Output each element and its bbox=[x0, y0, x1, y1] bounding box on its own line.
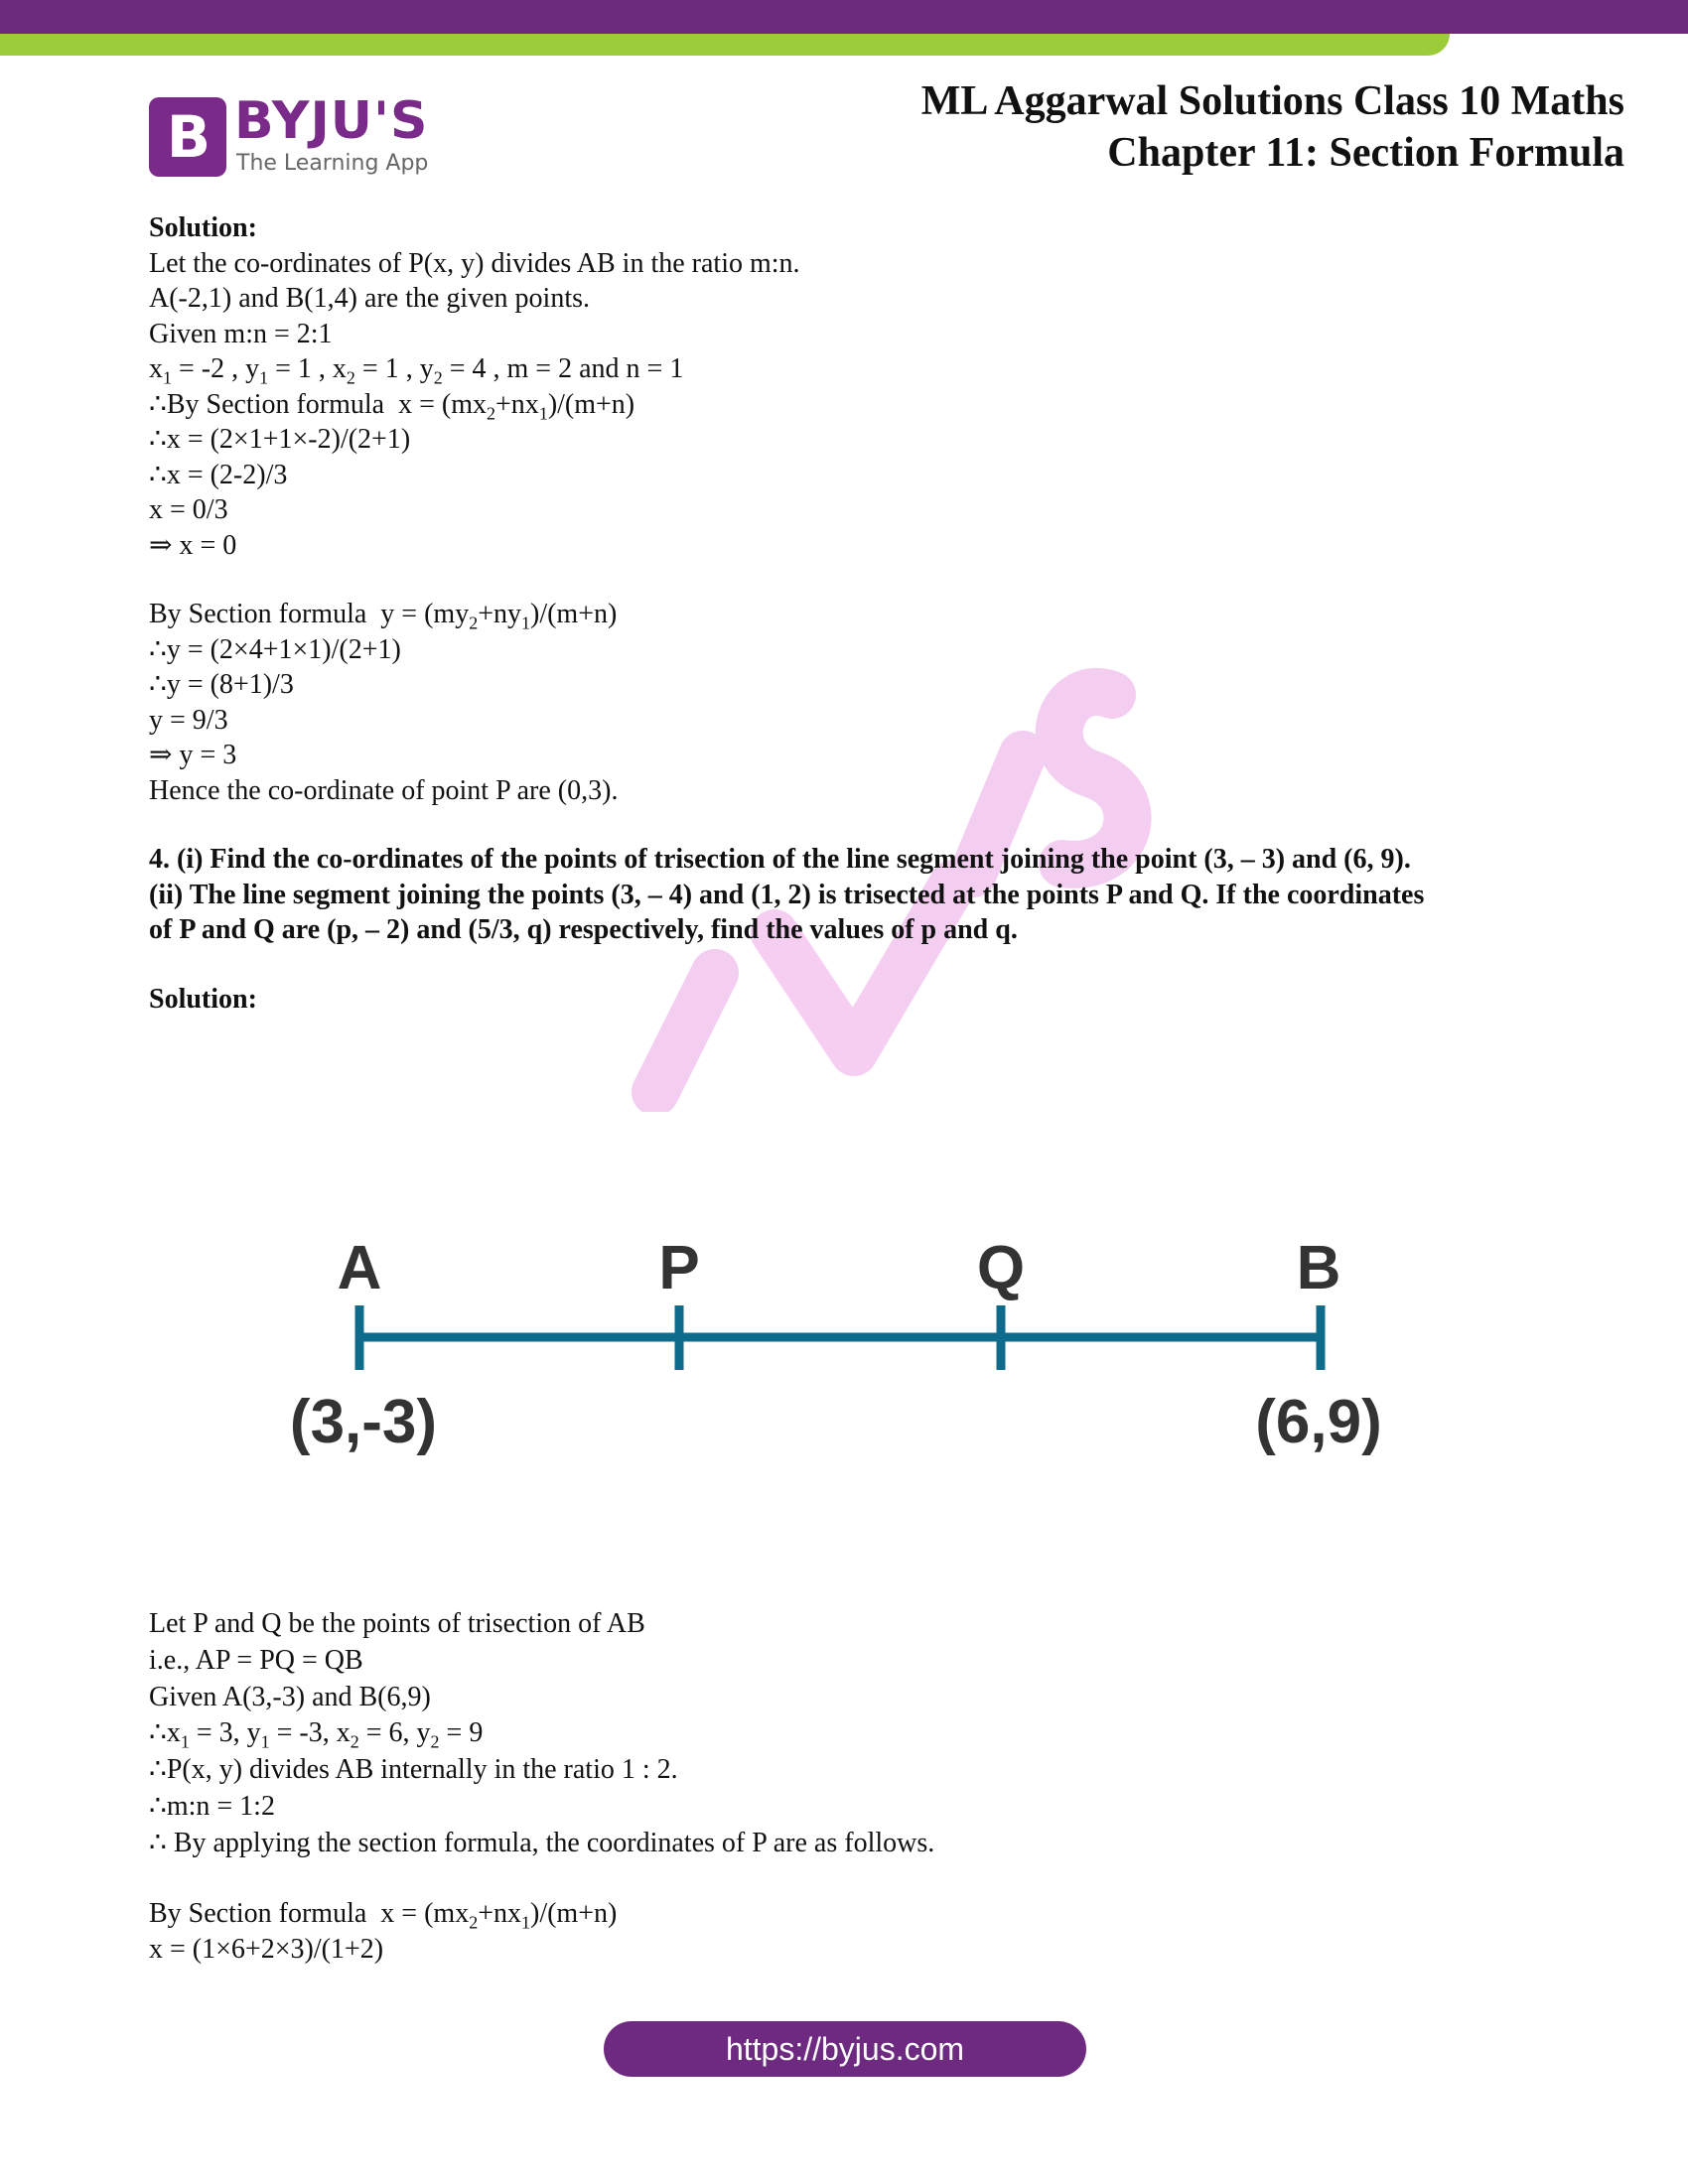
text-line: Let P and Q be the points of trisection of AB bbox=[149, 1608, 645, 1639]
logo-brand-name: BYJU'S bbox=[234, 91, 429, 151]
text-line: ∴m:n = 1:2 bbox=[149, 1790, 275, 1822]
variables-line: $\therefore x_1 = 3$, $y_1 = -3$, $x_2 = 6$, $y_2 = 9$ bbox=[149, 1717, 484, 1752]
header-band-purple bbox=[0, 0, 1688, 34]
text-line: ∴ By applying the section formula, the coordinates of P are as follows. bbox=[149, 1827, 935, 1858]
formula-x-line: By Section formula $x = (mx_2+nx_1)/(m+n)$ bbox=[149, 1897, 618, 1933]
text-line: Given m:n = 2:1 bbox=[149, 318, 333, 349]
solution-label: Solution: bbox=[149, 212, 257, 243]
calc-line: x = 0/3 bbox=[149, 494, 228, 525]
point-label-a: A bbox=[337, 1234, 382, 1302]
text-line: Given A(3,-3) and B(6,9) bbox=[149, 1681, 431, 1712]
segment-ab bbox=[359, 1305, 1321, 1370]
var-n: 1 bbox=[669, 353, 684, 384]
question-4-part-2: (ii) The line segment joining the points (3, – 4) and (1, 2) is trisected at the points P and Q. If the coordinates of P and Q are (p, – 2) and (5/3, q) respectively, find the values of p and q. bbox=[149, 879, 1425, 945]
var-y2: 9 bbox=[469, 1717, 484, 1749]
var-y2: 4 bbox=[472, 353, 487, 384]
logo-tagline: The Learning App bbox=[236, 151, 429, 176]
text-line: Let the co-ordinates of P(x, y) divides AB in the ratio m:n. bbox=[149, 247, 800, 279]
footer-url-link[interactable]: https://byjus.com bbox=[604, 2021, 1086, 2077]
text-line: i.e., AP = PQ = QB bbox=[149, 1644, 363, 1676]
calc-line: x = (1×6+2×3)/(1+2) bbox=[149, 1934, 384, 1966]
text-line: A(-2,1) and B(1,4) are the given points. bbox=[149, 283, 590, 314]
var-x2: 1 bbox=[384, 353, 399, 384]
question-4-part-1: 4. (i) Find the co-ordinates of the points of trisection of the line segment joining the point (3, – 3) and (6, 9). bbox=[149, 844, 1411, 875]
trisection-diagram bbox=[248, 1211, 1440, 1469]
header-band-green bbox=[0, 34, 1450, 56]
var-y1: 1 bbox=[297, 353, 312, 384]
point-label-q: Q bbox=[976, 1234, 1026, 1302]
var-y1: -3 bbox=[299, 1717, 323, 1749]
solution-block-4 bbox=[149, 1606, 1440, 1969]
var-x1: 3 bbox=[218, 1717, 233, 1749]
calc-line: ⇒ x = 0 bbox=[149, 529, 237, 561]
byjus-logo bbox=[149, 91, 447, 181]
formula-x-line: ∴By Section formula $x = (mx_2+nx_1)/(m+n)$ bbox=[149, 388, 635, 424]
var-x1: -2 bbox=[201, 353, 225, 384]
solution-block-3 bbox=[149, 210, 1440, 1017]
variables-line: $x_1 = -2$ , $y_1 = 1$ , $x_2 = 1$ , $y_2 = 4$ , m = 2 and n = 1 bbox=[149, 353, 684, 388]
page-title bbox=[921, 75, 1624, 179]
page-title-line1: ML Aggarwal Solutions Class 10 Maths bbox=[920, 78, 1624, 124]
var-m: 2 bbox=[558, 353, 573, 384]
calc-line: ∴y = (2×4+1×1)/(2+1) bbox=[149, 633, 401, 665]
formula-y-line: By Section formula $y = (my_2+ny_1)/(m+n)$ bbox=[149, 599, 618, 633]
point-label-b: B bbox=[1296, 1234, 1341, 1302]
calc-line: ∴x = (2×1+1×-2)/(2+1) bbox=[149, 424, 411, 455]
conclusion-line: Hence the co-ordinate of point P are (0,3). bbox=[149, 774, 619, 806]
logo-mark bbox=[149, 97, 226, 177]
calc-line: y = 9/3 bbox=[149, 704, 228, 736]
text-line: ∴P(x, y) divides AB internally in the ratio 1 : 2. bbox=[149, 1754, 678, 1786]
solution-label: Solution: bbox=[149, 983, 257, 1015]
point-label-p: P bbox=[658, 1234, 700, 1302]
logo-letter: B bbox=[166, 103, 211, 171]
calc-line: ∴y = (8+1)/3 bbox=[149, 669, 294, 700]
calc-line: ∴x = (2-2)/3 bbox=[149, 459, 288, 490]
var-x2: 6 bbox=[388, 1717, 403, 1749]
coord-label-a: (3,-3) bbox=[289, 1388, 438, 1456]
coord-label-b: (6,9) bbox=[1255, 1388, 1382, 1456]
calc-line: ⇒ y = 3 bbox=[149, 740, 237, 770]
page-title-line2: Chapter 11: Section Formula bbox=[1107, 130, 1624, 176]
